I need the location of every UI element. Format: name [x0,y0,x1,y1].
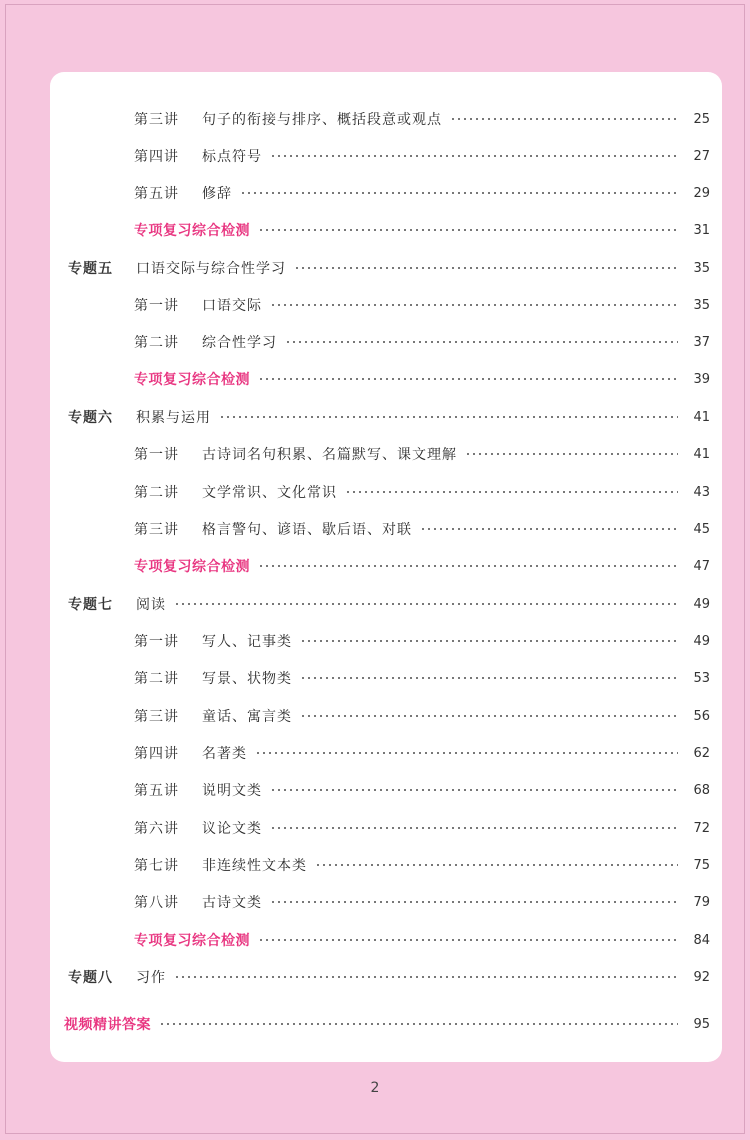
entry-page-number: 75 [693,857,710,873]
entry-page-number: 47 [693,558,710,574]
entry-title: 口语交际与综合性学习 [136,261,286,277]
toc-entry-lesson[interactable] [50,890,722,914]
toc-entry-lesson[interactable] [50,629,722,653]
toc-entry-lesson[interactable] [50,330,722,354]
toc-entry-lesson[interactable] [50,816,722,840]
dot-leader [300,715,678,717]
entry-title: 说明文类 [202,783,262,799]
entry-page-number: 79 [693,894,710,910]
lesson-number: 第四讲 [134,149,179,165]
topic-number: 专题五 [68,261,113,277]
entry-title: 习作 [136,970,166,986]
entry-title: 名著类 [202,746,247,762]
toc-entry-lesson[interactable] [50,517,722,541]
lesson-number: 第三讲 [134,522,179,538]
lesson-number: 第八讲 [134,895,179,911]
entry-title: 议论文类 [202,821,262,837]
entry-page-number: 72 [693,820,710,836]
entry-title: 写人、记事类 [202,634,292,650]
lesson-number: 第六讲 [134,821,179,837]
entry-title: 古诗文类 [202,895,262,911]
dot-leader [270,827,678,829]
toc-entry-lesson[interactable] [50,442,722,466]
dot-leader [174,603,678,605]
lesson-number: 第七讲 [134,858,179,874]
toc-entry-topic[interactable] [50,256,722,280]
entry-title: 专项复习综合检测 [134,559,250,575]
entry-title: 非连续性文本类 [202,858,307,874]
entry-page-number: 29 [693,185,710,201]
toc-entry-topic[interactable] [50,965,722,989]
dot-leader [270,155,678,157]
toc-entry-lesson[interactable] [50,480,722,504]
dot-leader [258,378,678,380]
lesson-number: 第二讲 [134,671,179,687]
topic-number: 专题六 [68,410,113,426]
toc-entry-review[interactable] [50,218,722,242]
entry-title: 口语交际 [202,298,262,314]
lesson-number: 第一讲 [134,447,179,463]
dot-leader [258,939,678,941]
lesson-number: 第三讲 [134,709,179,725]
entry-page-number: 49 [693,633,710,649]
lesson-number: 第五讲 [134,783,179,799]
toc-entry-review[interactable] [50,928,722,952]
entry-title: 修辞 [202,186,232,202]
dot-leader [345,491,678,493]
entry-page-number: 92 [693,969,710,985]
topic-number: 专题七 [68,597,113,613]
entry-title: 古诗词名句积累、名篇默写、课文理解 [202,447,457,463]
dot-leader [159,1023,678,1025]
toc-entry-lesson[interactable] [50,778,722,802]
dot-leader [258,565,678,567]
entry-title: 格言警句、谚语、歇后语、对联 [202,522,412,538]
lesson-number: 第五讲 [134,186,179,202]
entry-title: 综合性学习 [202,335,277,351]
entry-page-number: 56 [693,708,710,724]
dot-leader [240,192,678,194]
topic-number: 专题八 [68,970,113,986]
entry-title: 阅读 [136,597,166,613]
entry-page-number: 31 [693,222,710,238]
entry-page-number: 41 [693,446,710,462]
entry-page-number: 25 [693,111,710,127]
entry-title: 童话、寓言类 [202,709,292,725]
entry-page-number: 41 [693,409,710,425]
dot-leader [420,528,678,530]
dot-leader [300,640,678,642]
toc-entry-review[interactable] [50,554,722,578]
entry-page-number: 53 [693,670,710,686]
entry-page-number: 84 [693,932,710,948]
dot-leader [315,864,678,866]
page-number: 2 [370,1080,380,1096]
dot-leader [270,789,678,791]
entry-title: 文学常识、文化常识 [202,485,337,501]
entry-page-number: 37 [693,334,710,350]
dot-leader [465,453,678,455]
toc-card [50,72,722,1062]
toc-entry-lesson[interactable] [50,107,722,131]
entry-page-number: 45 [693,521,710,537]
dot-leader [174,976,678,978]
entry-page-number: 39 [693,371,710,387]
toc-entry-topic[interactable] [50,405,722,429]
toc-entry-lesson[interactable] [50,704,722,728]
toc-entry-lesson[interactable] [50,144,722,168]
dot-leader [285,341,678,343]
dot-leader [300,677,678,679]
dot-leader [219,416,678,418]
lesson-number: 第二讲 [134,335,179,351]
toc-entry-lesson[interactable] [50,666,722,690]
entry-title: 专项复习综合检测 [134,933,250,949]
lesson-number: 第一讲 [134,634,179,650]
entry-page-number: 95 [693,1016,710,1032]
toc-entry-answer[interactable] [50,1012,722,1036]
entry-page-number: 43 [693,484,710,500]
entry-title: 专项复习综合检测 [134,223,250,239]
dot-leader [270,901,678,903]
entry-title: 专项复习综合检测 [134,372,250,388]
entry-title: 视频精讲答案 [64,1017,151,1033]
entry-page-number: 49 [693,596,710,612]
entry-title: 标点符号 [202,149,262,165]
toc-entry-lesson[interactable] [50,181,722,205]
entry-page-number: 62 [693,745,710,761]
entry-title: 写景、状物类 [202,671,292,687]
entry-title: 积累与运用 [136,410,211,426]
lesson-number: 第二讲 [134,485,179,501]
entry-page-number: 68 [693,782,710,798]
dot-leader [294,267,678,269]
toc-entry-lesson[interactable] [50,741,722,765]
dot-leader [450,118,678,120]
toc-entry-lesson[interactable] [50,293,722,317]
toc-entry-review[interactable] [50,367,722,391]
lesson-number: 第一讲 [134,298,179,314]
entry-page-number: 27 [693,148,710,164]
dot-leader [258,229,678,231]
entry-page-number: 35 [693,260,710,276]
lesson-number: 第三讲 [134,112,179,128]
dot-leader [255,752,678,754]
toc-entry-lesson[interactable] [50,853,722,877]
dot-leader [270,304,678,306]
entry-title: 句子的衔接与排序、概括段意或观点 [202,112,442,128]
lesson-number: 第四讲 [134,746,179,762]
entry-page-number: 35 [693,297,710,313]
toc-entry-topic[interactable] [50,592,722,616]
